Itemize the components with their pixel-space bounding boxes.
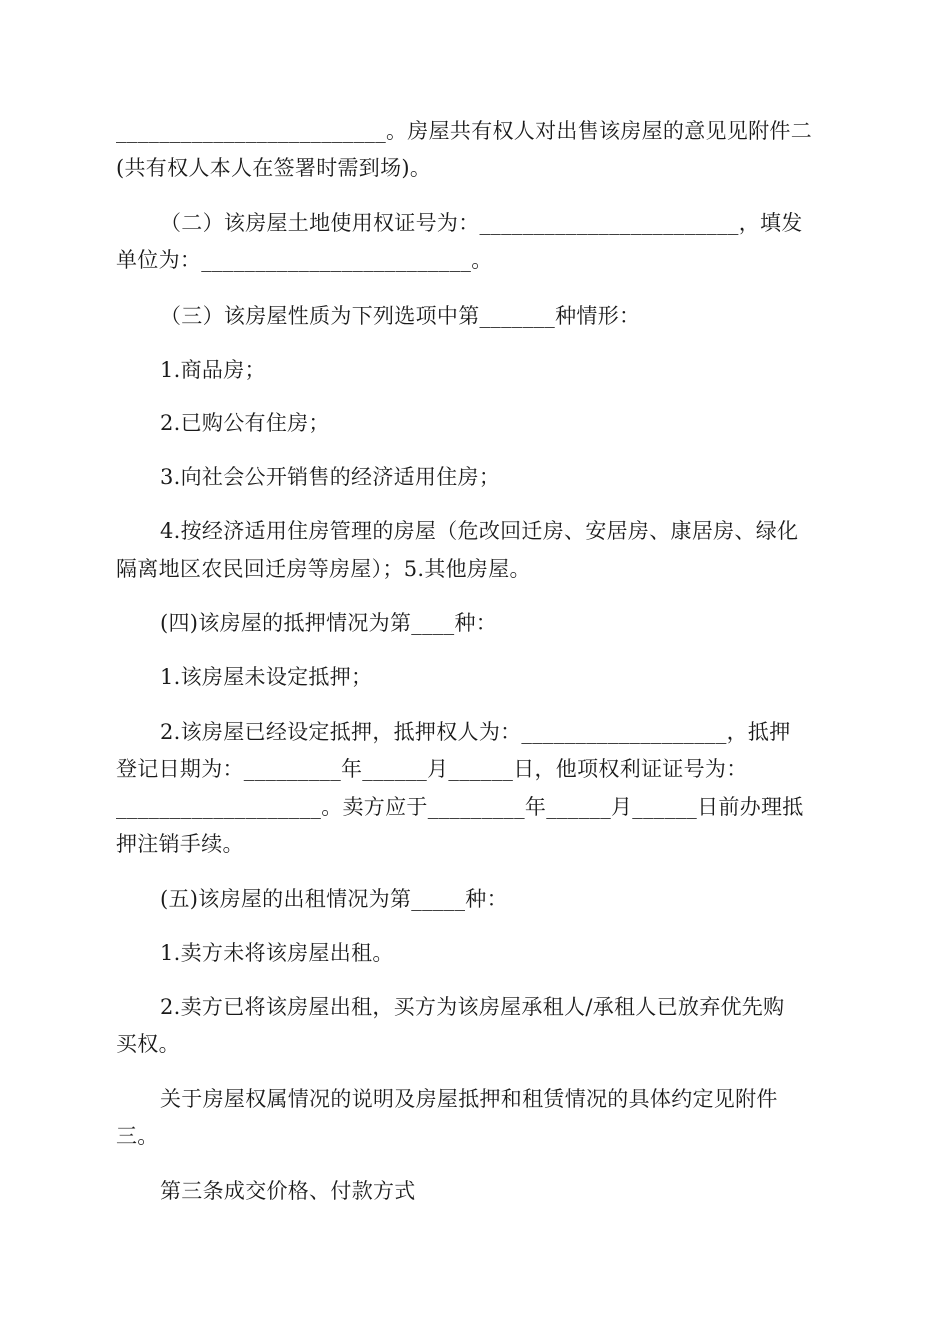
text-line: 登记日期为：_________年______月______日，他项权利证证号为： bbox=[116, 757, 748, 781]
text-line: 关于房屋权属情况的说明及房屋抵押和租赁情况的具体约定见附件 bbox=[160, 1087, 778, 1111]
text-line: 三。 bbox=[116, 1124, 159, 1148]
text-line: 2.已购公有住房； bbox=[160, 411, 330, 435]
text-line: (共有权人本人在签署时需到场)。 bbox=[116, 156, 432, 180]
text-line: 2.该房屋已经设定抵押，抵押权人为：___________________，抵押 bbox=[160, 720, 791, 744]
text-line: 3.向社会公开销售的经济适用住房； bbox=[160, 465, 501, 489]
text-line: 买权。 bbox=[116, 1032, 180, 1056]
text-line: (五)该房屋的出租情况为第_____种： bbox=[160, 887, 508, 911]
text-line: 4.按经济适用住房管理的房屋（危改回迁房、安居房、康居房、绿化 bbox=[160, 519, 799, 543]
text-line: 押注销手续。 bbox=[116, 832, 244, 856]
text-line: 1.商品房； bbox=[160, 358, 266, 382]
text-line: (四)该房屋的抵押情况为第____种： bbox=[160, 611, 498, 635]
text-line: 单位为：_________________________。 bbox=[116, 248, 493, 272]
text-line: _________________________。房屋共有权人对出售该房屋的意见见附件二 bbox=[116, 119, 812, 143]
text-line: （三）该房屋性质为下列选项中第_______种情形： bbox=[160, 304, 641, 328]
text-line: 隔离地区农民回迁房等房屋）；5.其他房屋。 bbox=[116, 557, 531, 581]
text-line: （二）该房屋土地使用权证号为：________________________，填发 bbox=[160, 211, 803, 235]
text-line: ___________________。卖方应于_________年______月______日前办理抵 bbox=[116, 795, 804, 819]
text-line: 1.卖方未将该房屋出租。 bbox=[160, 941, 394, 965]
text-line: 2.卖方已将该房屋出租，买方为该房屋承租人/承租人已放弃优先购 bbox=[160, 995, 785, 1019]
text-line: 第三条成交价格、付款方式 bbox=[160, 1179, 416, 1203]
text-line: 1.该房屋未设定抵押； bbox=[160, 665, 373, 689]
